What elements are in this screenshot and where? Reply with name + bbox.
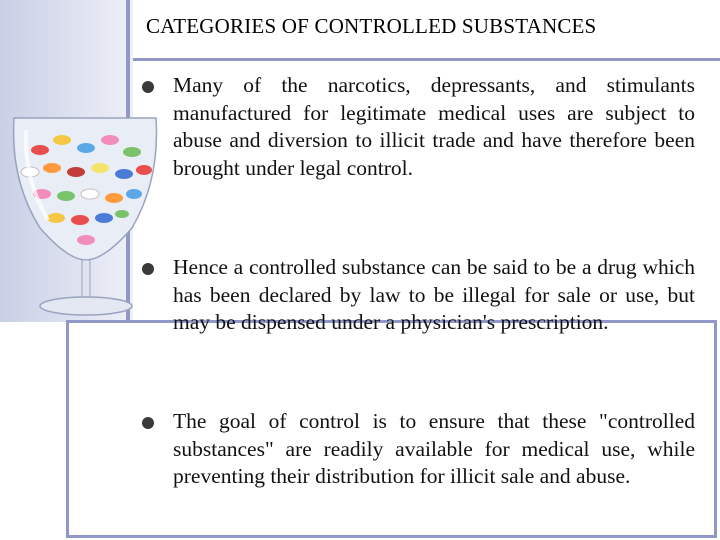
bullet-text: The goal of control is to ensure that these "controlled substances" are readily available for medical use, while preventing their distribution for illicit sale and abuse. (173, 409, 695, 489)
bullet-dot-icon (142, 263, 154, 275)
bullet-text: Many of the narcotics, depressants, and stimulants manufactured for legitimate medical uses are subject to abuse and diversion to illicit trade and have therefore been brought under legal control. (173, 73, 695, 180)
pill-glass-icon (0, 110, 175, 325)
bullet-dot-icon (142, 417, 154, 429)
slide-title: CATEGORIES OF CONTROLLED SUBSTANCES (146, 14, 597, 38)
bullet-dot-icon (142, 81, 154, 93)
bullet-text: Hence a controlled substance can be said to be a drug which has been declared by law to be illegal for sale or use, but may be dispensed under a physician's prescription. (173, 255, 695, 335)
title-divider (133, 58, 720, 61)
